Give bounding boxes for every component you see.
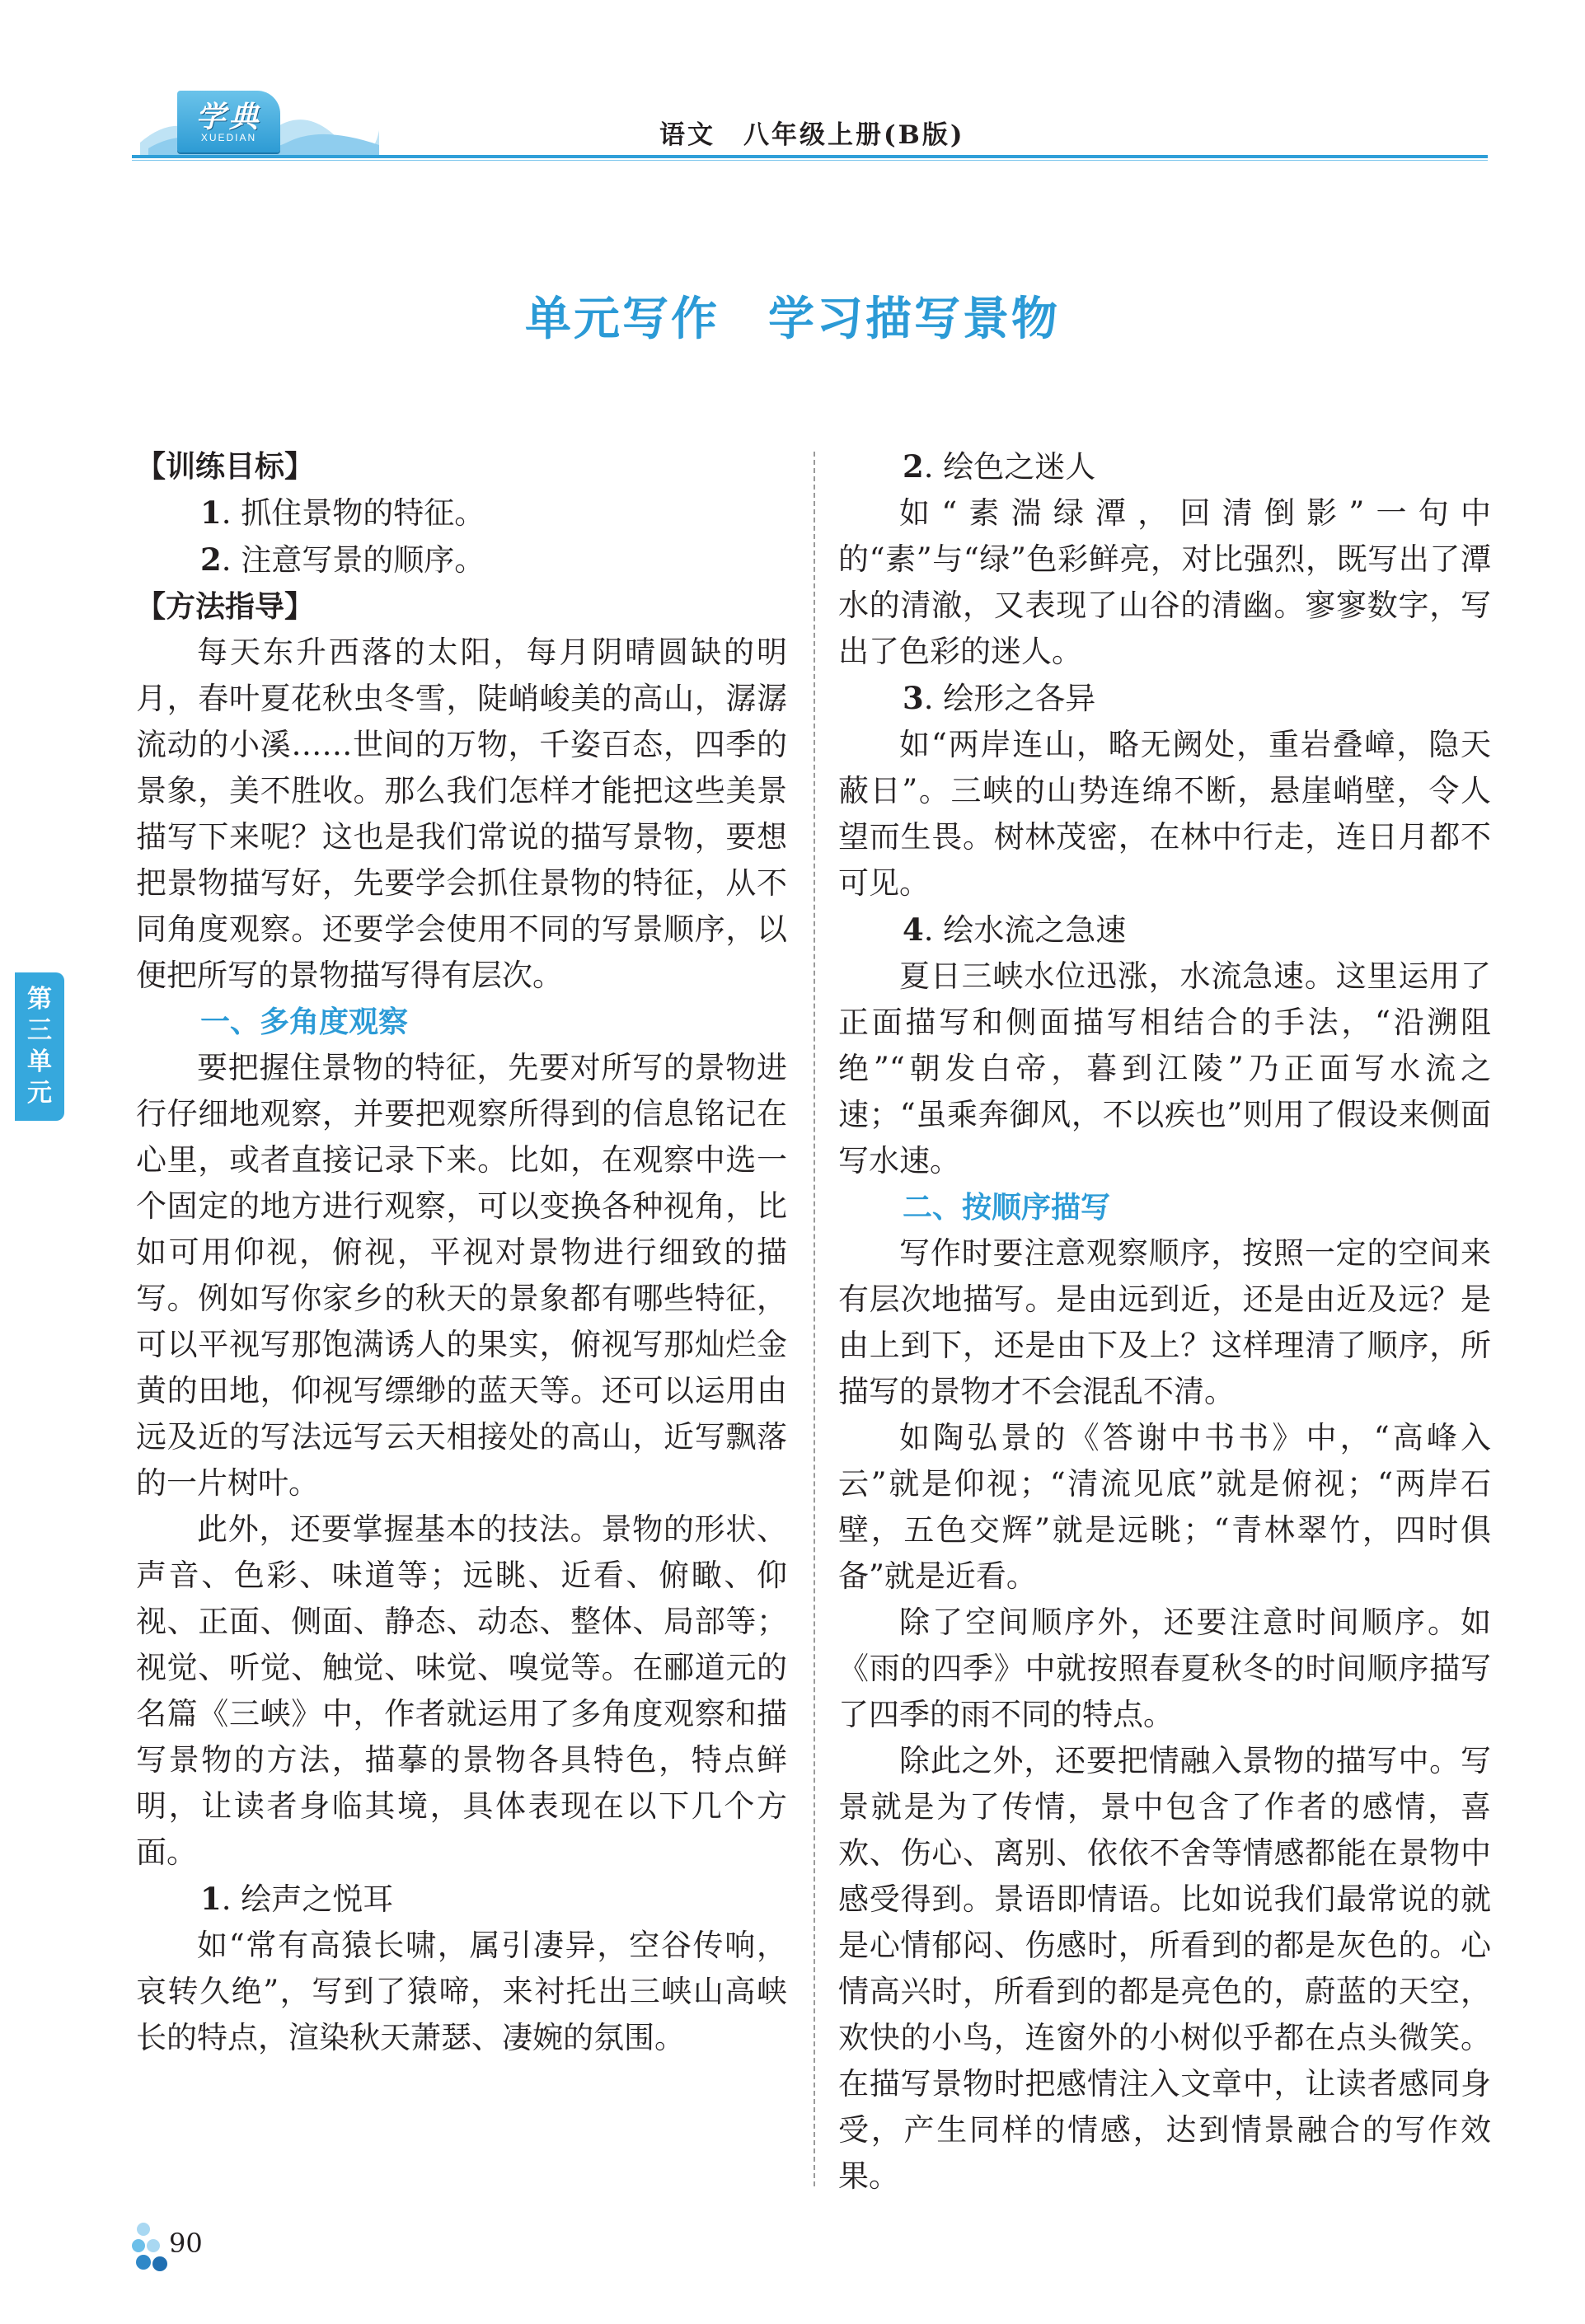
book-title: 语文 八年级上册(B版)	[659, 120, 965, 150]
paragraph-water: 夏日三峡水位迅涨，水流急速。这里运用了正面描写和侧面描写相结合的手法，“沿溯阻绝”“朝发白帝，暮到江陵”乃正面写水流之速；“虽乘奔御风，不以疾也”则用了假设来侧面写水速。	[838, 958, 1491, 1178]
sub-heading-water	[838, 907, 1491, 953]
goal-item-1-number: 1	[200, 494, 222, 531]
method-guide-heading: 【方法指导】	[136, 589, 315, 623]
sub-heading-sound-text: . 绘声之悦耳	[221, 1881, 394, 1917]
header-rule	[132, 155, 1488, 158]
page-title: 单元写作 学习描写景物	[525, 292, 1060, 346]
goal-item-1-text: . 抓住景物的特征。	[221, 495, 485, 531]
header-rule-thin	[132, 160, 1488, 161]
unit-side-tab	[15, 972, 64, 1121]
paragraph-intro: 每天东升西落的太阳，每月阴晴圆缺的明月，春叶夏花秋虫冬雪，陡峭峻美的高山，潺潺流动的小溪……世间的万物，千姿百态，四季的景象，美不胜收。那么我们怎样才能把这些美景描写下来呢？这也是我们常说的描写景物，要想把景物描写好，先要学会抓住景物的特征，从不同角度观察。还要学会使用不同的写景顺序，以便把所写的景物描写得有层次。	[136, 635, 787, 993]
sub-heading-shape-text: . 绘形之各异	[923, 681, 1096, 716]
sub-heading-color-text: . 绘色之迷人	[923, 449, 1096, 485]
goal-item-1	[136, 490, 787, 536]
logo-text: 学典	[195, 100, 262, 134]
section-heading-order: 二、按顺序描写	[903, 1190, 1111, 1224]
paragraph-emotion: 除此之外，还要把情融入景物的描写中。写景就是为了传情，景中包含了作者的感情，喜欢、伤心、离别、依依不舍等情感都能在景物中感受得到。景语即情语。比如说我们最常说的就是心情郁闷、伤感时，所看到的都是灰色的。心情高兴时，所看到的都是亮色的，蔚蓝的天空，欢快的小鸟，连窗外的小树似乎都在点头微笑。在描写景物时把感情注入文章中，让读者感同身受，产生同样的情感，达到情景融合的写作效果。	[838, 1743, 1491, 2194]
sub-heading-color	[838, 443, 1491, 490]
paragraph-techniques: 此外，还要掌握基本的技法。景物的形状、声音、色彩、味道等；远眺、近看、俯瞰、仰视、正面、侧面、静态、动态、整体、局部等；视觉、听觉、触觉、味觉、嗅觉等。在郦道元的名篇《三峡》中，作者就运用了多角度观察和描写景物的方法，描摹的景物各具特色，特点鲜明，让读者身临其境，具体表现在以下几个方面。	[136, 1511, 787, 1870]
left-column	[136, 443, 787, 2061]
sub-heading-sound-number: 1	[200, 1881, 222, 1917]
paragraph-time-order: 除了空间顺序外，还要注意时间顺序。如《雨的四季》中就按照春夏秋冬的时间顺序描写了四季的雨不同的特点。	[838, 1605, 1491, 1732]
paragraph-sound: 如“常有高猿长啸，属引凄异，空谷传响，哀转久绝”，写到了猿啼，来衬托出三峡山高峡长的特点，渲染秋天萧瑟、凄婉的氛围。	[136, 1928, 787, 2055]
column-divider	[814, 452, 815, 2186]
sub-heading-sound	[136, 1876, 787, 1923]
page-header	[0, 0, 1585, 165]
paragraph-shape: 如“两岸连山，略无阙处，重岩叠嶂，隐天蔽日”。三峡的山势连绵不断，悬崖峭壁，令人望而生畏。树林茂密，在林中行走，连日月都不可见。	[838, 727, 1491, 901]
goal-item-2	[136, 536, 787, 583]
goal-item-2-number: 2	[200, 541, 222, 578]
unit-side-tab-label: 第三单元	[27, 985, 52, 1108]
goal-item-2-text: . 注意写景的顺序。	[221, 542, 485, 578]
paragraph-example-tao: 如陶弘景的《答谢中书书》中，“高峰入云”就是仰视；“清流见底”就是俯视；“两岸石壁，五色交辉”就是远眺；“青林翠竹，四时俱备”就是近看。	[838, 1420, 1491, 1594]
training-goal-heading: 【训练目标】	[136, 449, 315, 483]
logo-subtext: XUEDIAN	[200, 132, 257, 143]
section-heading-multi-angle: 一、多角度观察	[200, 1005, 409, 1038]
paragraph-observation: 要把握住景物的特征，先要对所写的景物进行仔细地观察，并要把观察所得到的信息铭记在心里，或者直接记录下来。比如，在观察中选一个固定的地方进行观察，可以变换各种视角，比如可用仰视，俯视，平视对景物进行细致的描写。例如写你家乡的秋天的景象都有哪些特征，可以平视写那饱满诱人的果实，俯视写那灿烂金黄的田地，仰视写缥缈的蓝天等。还可以运用由远及近的写法远写云天相接处的高山，近写飘落的一片树叶。	[136, 1050, 787, 1501]
page-number: 90	[169, 2228, 203, 2259]
sub-heading-color-number: 2	[903, 448, 924, 485]
paragraph-order: 写作时要注意观察顺序，按照一定的空间来有层次地描写。是由远到近，还是由近及远？是由上到下，还是由下及上？这样理清了顺序，所描写的景物才不会混乱不清。	[838, 1235, 1491, 1409]
sub-heading-shape-number: 3	[903, 680, 924, 716]
publisher-logo	[177, 91, 280, 152]
paragraph-color: 如“素湍绿潭，回清倒影”一句中的“素”与“绿”色彩鲜亮，对比强烈，既写出了潭水的清澈，又表现了山谷的清幽。寥寥数字，写出了色彩的迷人。	[838, 495, 1491, 669]
sub-heading-shape	[838, 675, 1491, 722]
sub-heading-water-text: . 绘水流之急速	[923, 912, 1127, 948]
right-column	[838, 443, 1491, 2200]
sub-heading-water-number: 4	[903, 911, 924, 948]
